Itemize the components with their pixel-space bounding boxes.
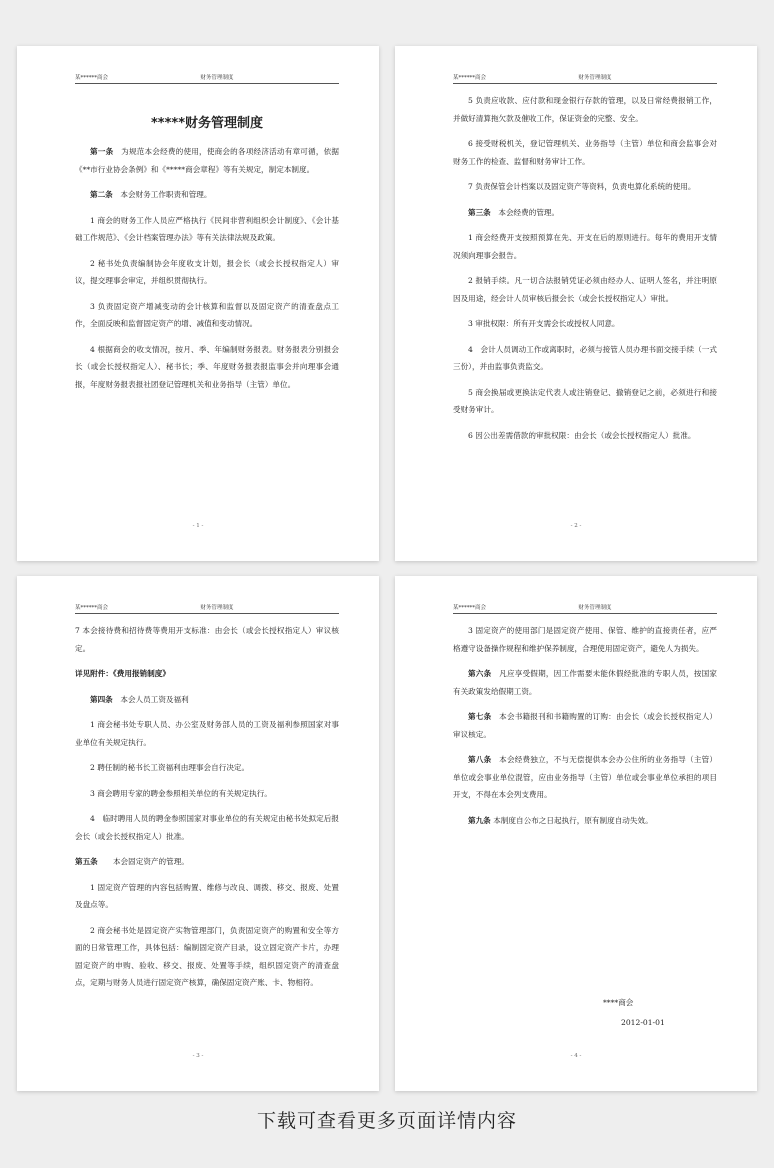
paragraph — [75, 922, 339, 992]
article-heading: 第六条 — [468, 669, 492, 678]
header-doc-title: 财务管理制度 — [200, 605, 234, 611]
page-header — [75, 602, 339, 614]
paragraph-text: 2 聘任制的秘书长工资福利由理事会自行决定。 — [90, 763, 250, 772]
header-doc-title: 财务管理制度 — [578, 605, 612, 611]
article-heading: 第七条 — [468, 712, 492, 721]
paragraph-text: 本制度自公布之日起执行，原有制度自动失效。 — [490, 815, 653, 825]
header-org: 某******商会 — [453, 75, 487, 81]
paragraph — [75, 879, 339, 914]
paragraph-text: 1 商会经费开支按照预算在先、开支在后的原则进行。每年的费用开支情况须向理事会报告。 — [453, 233, 717, 260]
paragraph — [453, 812, 717, 830]
article-heading: 第二条 — [90, 190, 113, 199]
header-doc-title: 财务管理制度 — [200, 75, 234, 81]
paragraph-text: 5 商会换届或更换法定代表人或注销登记、撤销登记之前，必须进行和接受财务审计。 — [453, 387, 717, 414]
paragraph — [453, 622, 717, 657]
paragraph-text: 为规范本会经费的使用，使商会的各项经济活动有章可循，依据《**市行业协会条例》和《*****商会章程》等有关规定，制定本制度。 — [75, 147, 340, 174]
page-content — [75, 98, 339, 401]
paragraph — [75, 186, 339, 204]
paragraph — [453, 178, 717, 196]
paragraph — [453, 229, 717, 264]
document-page-3 — [17, 576, 379, 1091]
paragraph-text: 3 商会聘用专家的聘金参照相关单位的有关规定执行。 — [90, 788, 272, 798]
paragraph-text: 本会经费独立，不与无偿提供本会办公住所的业务指导（主管）单位或会事业单位混管，应由业务指导（主管）单位或会事业单位承担的项目开支，不得在本会列支费用。 — [453, 755, 718, 799]
paragraph-text: 本会人员工资及福利 — [112, 694, 189, 704]
paragraph — [75, 622, 339, 657]
page-header — [75, 72, 339, 84]
article-heading: 第五条 — [75, 857, 98, 866]
paragraph-text: 7 负责保管会计档案以及固定资产等资料，负责电算化系统的使用。 — [468, 182, 696, 191]
page-number: - 3 - — [192, 1053, 204, 1059]
paragraph-text: 5 负责应收款、应付款和现金银行存款的管理，以及日常经费报销工作，并做好清算拖欠款及催收工作，保证资金的完整、安全。 — [453, 96, 717, 123]
paragraph-list — [75, 143, 339, 393]
paragraph — [75, 810, 339, 845]
paragraph — [75, 298, 339, 333]
paragraph — [75, 255, 339, 290]
page-content — [453, 92, 717, 452]
paragraph — [75, 665, 339, 683]
paragraph — [75, 785, 339, 803]
page-number: - 2 - — [570, 523, 582, 529]
paragraph — [453, 135, 717, 170]
page-content — [75, 622, 339, 1000]
paragraph — [453, 384, 717, 419]
paragraph — [453, 427, 717, 445]
document-page-2 — [395, 46, 757, 561]
paragraph — [453, 341, 717, 376]
header-org: 某******商会 — [75, 605, 109, 611]
document-page-1 — [17, 46, 379, 561]
paragraph — [453, 92, 717, 127]
article-heading: 第八条 — [468, 755, 492, 764]
page-number: - 4 - — [570, 1053, 582, 1059]
article-heading: 第一条 — [90, 147, 114, 156]
header-doc-title: 财务管理制度 — [578, 75, 612, 81]
paragraph — [453, 751, 717, 804]
paragraph — [453, 665, 717, 700]
signature-date: 2012-01-01 — [621, 1018, 665, 1027]
paragraph — [453, 708, 717, 743]
page-header — [453, 72, 717, 84]
document-title: *****财务管理制度 — [151, 116, 263, 131]
paragraph — [75, 212, 339, 247]
paragraph — [75, 341, 339, 394]
paragraph — [453, 315, 717, 333]
paragraph-text: 凡应享受假期，因工作需要未能休假经批准的专职人员，按国家有关政策发给假期工资。 — [453, 669, 718, 696]
paragraph — [453, 272, 717, 307]
page-content — [453, 622, 717, 837]
paragraph-text: 3 固定资产的使用部门是固定资产使用、保管、维护的直接责任者，应严格遵守设备操作规程和维护保养制度，合理使用固定资产，避免人为损失。 — [453, 626, 717, 653]
paragraph-text: 6 因公出差需借款的审批权限：由会长（或会长授权指定人）批准。 — [468, 430, 696, 440]
paragraph — [453, 204, 717, 222]
article-heading: 第四条 — [90, 694, 113, 704]
document-page-4 — [395, 576, 757, 1091]
paragraph-text: 2 商会秘书处是固定资产实物管理部门，负责固定资产的购置和安全等方面的日常管理工作，具体包括：编制固定资产目录，设立固定资产卡片，办理固定资产的申购、验收、移交、报废、处置等手续，组织固定资产的清查盘点，定期与财务人员进行固定资产核算，确保固定资产账、卡、物相符。 — [75, 925, 339, 987]
paragraph-list — [75, 622, 339, 992]
paragraph-text: 本会固定资产的管理。 — [97, 857, 189, 866]
paragraph-text: 6 接受财税机关，登记管理机关、业务指导（主管）单位和商会监事会对财务工作的检查、监督和财务审计工作。 — [453, 139, 717, 166]
article-heading: 第九条 — [468, 815, 491, 825]
paragraph-text: 4 根据商会的收支情况，按月、季、年编制财务报表。财务报表分别报会长（或会长授权指定人）、秘书长；季、年度财务报表报监事会并向理事会通报，年度财务报表报社团登记管理机关和业务指导（主管）单位。 — [75, 344, 339, 389]
article-heading: 详见附件：《费用报销制度》 — [75, 669, 170, 678]
paragraph-text: 本会书籍报刊和书籍购置的订购：由会长（或会长授权指定人）审议核定。 — [453, 712, 718, 739]
paragraph — [75, 853, 339, 871]
paragraph-text: 2 秘书处负责编制协会年度收支计划，报会长（或会长授权指定人）审议，提交理事会审定，并组织贯彻执行。 — [75, 258, 339, 285]
signature-org: ****商会 — [603, 998, 634, 1007]
paragraph — [75, 691, 339, 709]
paragraph-text: 3 负责固定资产增减变动的会计核算和监督以及固定资产的清查盘点工作，全面反映和监督固定资产的增、减值和变动情况。 — [75, 301, 339, 328]
paragraph-text: 本会财务工作职责和管理。 — [112, 190, 212, 199]
header-org: 某******商会 — [453, 605, 487, 611]
paragraph — [75, 716, 339, 751]
paragraph-text: 7 本会接待费和招待费等费用开支标准：由会长（或会长授权指定人）审议核定。 — [75, 626, 339, 653]
paragraph-text: 4 临时聘用人员的聘金参照国家对事业单位的有关规定由秘书处拟定后报会长（或会长授权指定人）批准。 — [75, 814, 339, 841]
paragraph-text: 1 固定资产管理的内容包括购置、维修与改良、调拨、移交、报废、处置及盘点等。 — [75, 882, 339, 909]
article-heading: 第三条 — [468, 207, 491, 217]
page-header — [453, 602, 717, 614]
header-org: 某******商会 — [75, 75, 109, 81]
page-number: - 1 - — [192, 523, 204, 529]
paragraph — [75, 143, 339, 178]
paragraph-text: 3 审批权限：所有开支需会长或授权人同意。 — [468, 319, 620, 328]
paragraph-list — [453, 92, 717, 444]
paragraph-text: 1 商会秘书处专职人员、办公室及财务部人员的工资及福利参照国家对事业单位有关规定执行。 — [75, 720, 339, 747]
paragraph-text: 1 商会的财务工作人员应严格执行《民间非营利组织会计制度》、《会计基础工作规范》、《会计档案管理办法》等有关法律法规及政策。 — [75, 215, 339, 242]
paragraph-text: 4 会计人员调动工作或离职时，必须与接管人员办理书面交接手续（一式三份），并由监事负责监交。 — [453, 344, 717, 371]
paragraph-list — [453, 622, 717, 829]
download-more-link[interactable]: 下载可查看更多页面详情内容 — [256, 1110, 517, 1132]
paragraph — [75, 759, 339, 777]
paragraph-text: 本会经费的管理。 — [490, 207, 560, 217]
paragraph-text: 2 报销手续。凡一切合法报销凭证必须由经办人、证明人签名，并注明原因及用途，经会计人员审核后报会长（或会长授权指定人）审批。 — [453, 276, 717, 303]
